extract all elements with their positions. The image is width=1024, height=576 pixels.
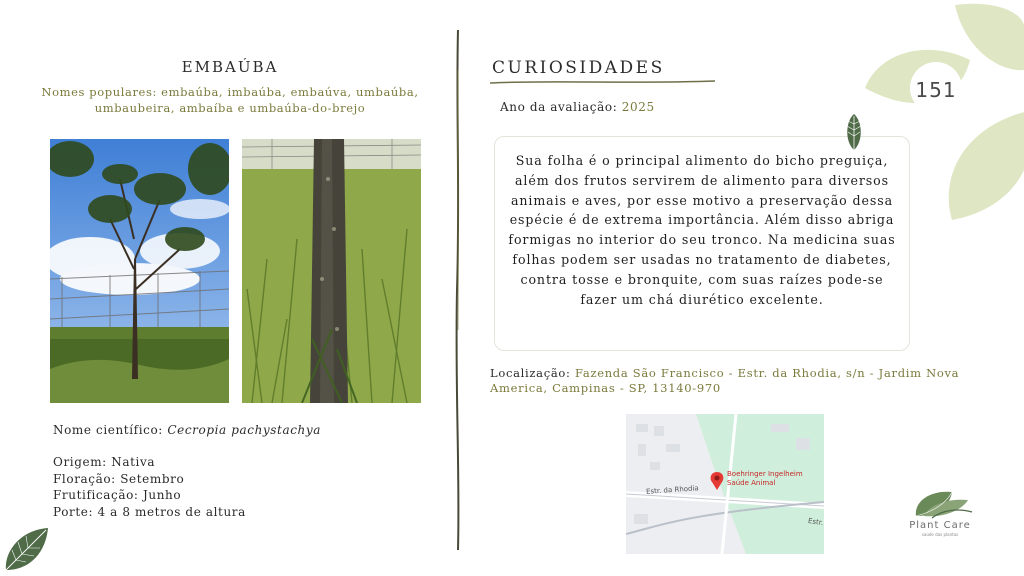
plant-care-logo — [902, 486, 994, 550]
leaf-decoration — [860, 0, 1024, 225]
scientific-name-value: Cecropia pachystachya — [167, 423, 321, 437]
logo-tagline: saúde das plantas — [921, 532, 959, 537]
curiosity-text: Sua folha é o principal alimento do bicho preguiça, além dos frutos servirem de alimento para diversos animais e aves, por esse motivo a preservação dessa espécie é de extrema importância. Além disso abriga formigas no interior do seu tronco. Na medicina suas folhas podem ser usadas no tratamento de diabetes, contra tosse e bronquite, com suas raízes pode-se fazer um chá diurético excelente. — [508, 153, 896, 307]
fact-origin: Origem: Nativa — [53, 455, 156, 469]
year-label: Ano da avaliação: — [500, 100, 622, 114]
species-title: EMBAÚBA — [181, 58, 279, 76]
leaf-icon-bottom — [2, 526, 50, 572]
vertical-divider — [448, 30, 468, 550]
map-road-label: Estr. da Rhodia — [645, 484, 699, 496]
evaluation-year — [500, 100, 655, 114]
fact-flowering: Floração: Setembro — [53, 471, 185, 486]
scientific-label: Nome científico: — [53, 423, 168, 437]
logo-name: Plant Care — [909, 520, 971, 531]
leaf-icon — [843, 112, 865, 152]
scientific-name — [53, 423, 321, 437]
trunk-photo — [242, 139, 421, 403]
fact-fruiting: Frutificação: Junho — [53, 488, 182, 502]
tree-photo — [50, 139, 229, 403]
title-underline — [490, 78, 715, 86]
page-number: 151 — [915, 78, 957, 102]
location-value: Fazenda São Francisco - Estr. da Rhodia, s/n - Jardim Nova America, Campinas - SP, 13140-970 — [490, 366, 960, 395]
fact-size: Porte: 4 a 8 metros de altura — [53, 504, 246, 519]
map-place-line2: Saúde Animal — [727, 479, 776, 487]
popular-names: Nomes populares: embaúba, imbaúba, embaúva, umbaúba, umbaubeira, ambaíba e umbaúba-do-brejo — [41, 85, 419, 115]
map-place-line1: Boehringer Ingelheim — [727, 470, 803, 478]
facts-list — [53, 454, 246, 520]
location — [490, 366, 990, 396]
section-title: CURIOSIDADES — [492, 58, 665, 78]
year-value: 2025 — [621, 100, 655, 114]
map-road-label-short: Estr. — [807, 516, 824, 528]
location-map[interactable] — [626, 414, 824, 554]
location-label: Localização: — [490, 366, 575, 380]
